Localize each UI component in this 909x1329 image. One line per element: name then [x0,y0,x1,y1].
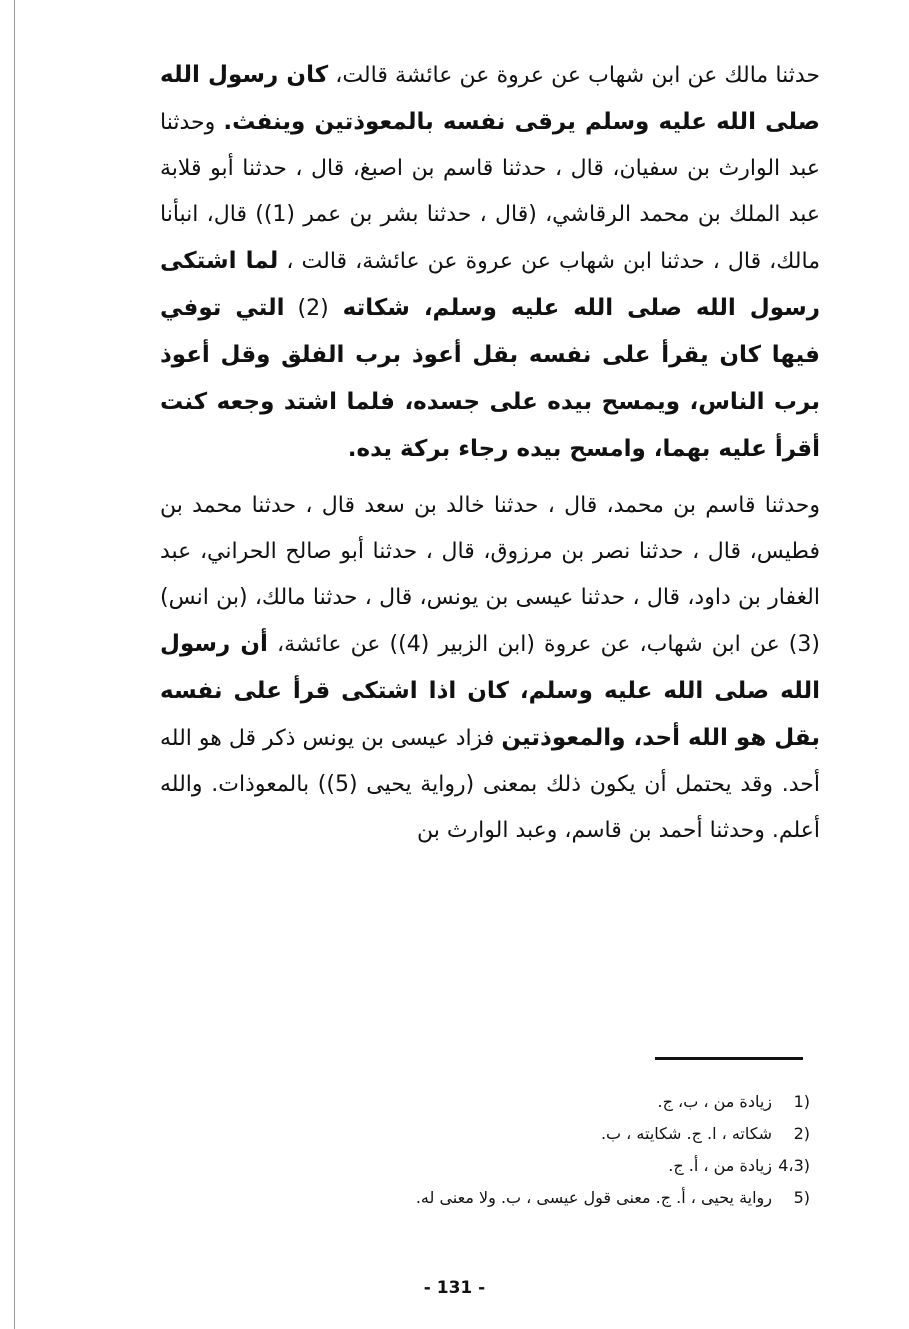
text-segment: فزاد عيسى بن يونس ذكر قل هو الله أحد. وقد يحتمل أن يكون ذلك بمعنى (رواية يحيى (5)) بالمعوذات. والله أعلم. وحدثنا أحمد بن قاسم، وعبد الوارث بن [160,726,820,843]
footnote-text: رواية يحيى ، أ. ج. معنى قول عيسى ، ب. ولا معنى له. [415,1188,772,1207]
footnote-number: 2) [793,1124,810,1143]
footnote-number: 5) [793,1188,810,1207]
page-edge-line [14,0,15,1329]
footnote-separator [655,1057,803,1060]
text-segment: حدثنا مالك عن ابن شهاب عن عروة عن عائشة قالت، [328,63,820,88]
footnote-number: 4،3) [778,1156,810,1175]
paragraph [160,52,820,473]
footnote-number: 1) [793,1092,810,1111]
text-segment-bold: التي توفي فيها كان يقرأ على نفسه بقل أعوذ برب الفلق وقل أعوذ برب الناس، ويمسح بيده على جسده، فلما اشتد وجعه كنت أقرأ عليه بهما، وامسح بيده رجاء بركة يده. [160,295,820,462]
footnote-text: شكاته ، ا. ج. شكايته ، ب. [600,1124,772,1143]
text-segment-bold: لما اشتكى رسول الله صلى الله عليه وسلم، شكاته [160,248,820,321]
footnote-item [300,1086,810,1118]
footnote-item [300,1118,810,1150]
footnote-text: زيادة من ، ب، ج. [657,1092,772,1111]
text-segment: وحدثنا قاسم بن محمد، قال ، حدثنا خالد بن سعد قال ، حدثنا محمد بن فطيس، قال ، حدثنا نصر بن مرزوق، قال ، حدثنا أبو صالح الحراني، عبد الغفار بن داود، قال ، حدثنا عيسى بن يونس، قال ، حدثنا مالك، (بن انس) (3) عن ابن شهاب، عن عروة (ابن الزبير (4)) عن عائشة، [160,493,820,657]
footnotes [300,1086,810,1214]
footnote-item [300,1182,810,1214]
footnote-ref: (2) [284,296,329,321]
text-segment-bold: كان رسول الله صلى الله عليه وسلم يرقى نفسه بالمعوذتين وينفث. [160,62,820,135]
page-number: - 131 - [423,1278,486,1298]
text-segment-bold: أن رسول الله صلى الله عليه وسلم، كان اذا اشتكى قرأ على نفسه بقل هو الله أحد، والمعوذتين [160,631,820,751]
main-text [160,52,820,854]
footnote-text: زيادة من ، أ. ج. [668,1156,772,1175]
footnote-item [300,1150,810,1182]
paragraph [160,483,820,854]
text-segment: وحدثنا عبد الوارث بن سفيان، قال ، حدثنا قاسم بن اصبغ، قال ، حدثنا أبو قلابة عبد الملك بن محمد الرقاشي، (قال ، حدثنا بشر بن عمر (1)) قال، انبأنا مالك، قال ، حدثنا ابن شهاب عن عروة عن عائشة، قالت ، [160,110,820,274]
